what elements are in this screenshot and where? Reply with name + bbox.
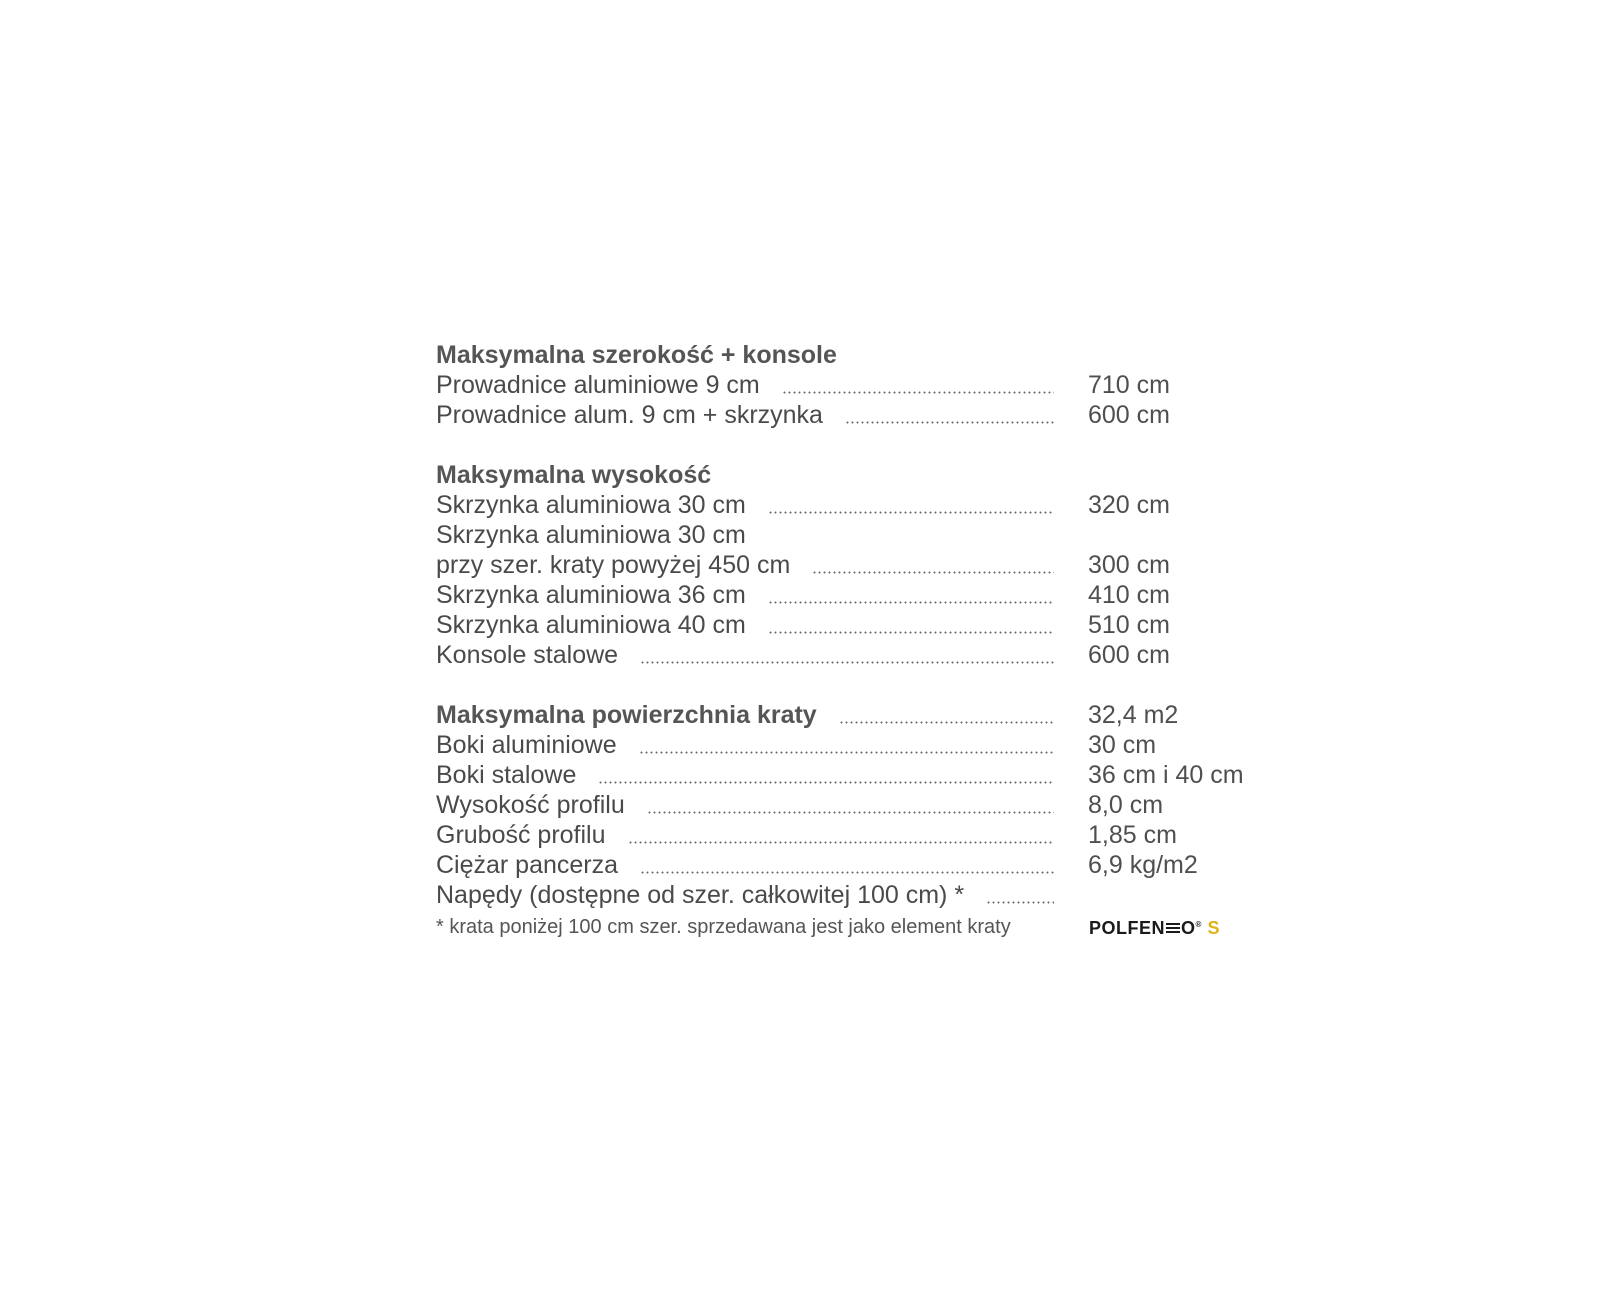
spec-value: 510 cm bbox=[1088, 611, 1170, 639]
spec-row bbox=[436, 760, 1244, 790]
spec-row bbox=[436, 550, 1216, 580]
dot-leader bbox=[768, 601, 1054, 604]
spec-label: przy szer. kraty powyżej 450 cm bbox=[436, 551, 791, 579]
spec-value: 6,9 kg/m2 bbox=[1088, 851, 1198, 879]
spec-row bbox=[436, 610, 1216, 640]
spec-value: 36 cm i 40 cm bbox=[1088, 761, 1244, 789]
dot-leader bbox=[986, 901, 1054, 904]
spec-label: Konsole stalowe bbox=[436, 641, 619, 669]
spec-value: 32,4 m2 bbox=[1088, 701, 1179, 729]
spec-row bbox=[436, 880, 1216, 910]
spec-label: Grubość profilu bbox=[436, 821, 606, 849]
spec-label: Prowadnice aluminiowe 9 cm bbox=[436, 371, 760, 399]
dot-leader bbox=[628, 841, 1054, 844]
spec-label: Skrzynka aluminiowa 30 cm bbox=[436, 521, 746, 549]
section-heading: Maksymalna szerokość + konsole bbox=[436, 341, 837, 369]
spec-row bbox=[436, 640, 1216, 670]
spec-row bbox=[436, 490, 1216, 520]
spec-row bbox=[436, 730, 1216, 760]
logo-accent: S bbox=[1207, 918, 1220, 938]
spec-row bbox=[436, 850, 1216, 880]
spec-label: Boki aluminiowe bbox=[436, 731, 617, 759]
section-heading: Maksymalna wysokość bbox=[436, 461, 712, 489]
dot-leader bbox=[839, 721, 1054, 724]
dot-leader bbox=[640, 661, 1054, 664]
brand-logo bbox=[1089, 918, 1220, 939]
dot-leader bbox=[768, 631, 1054, 634]
spec-value: 410 cm bbox=[1088, 581, 1170, 609]
spec-value: 320 cm bbox=[1088, 491, 1170, 519]
registered-mark: ® bbox=[1195, 920, 1202, 929]
dot-leader bbox=[639, 751, 1054, 754]
spec-value: 8,0 cm bbox=[1088, 791, 1164, 819]
spec-value: 600 cm bbox=[1088, 641, 1170, 669]
spec-row bbox=[436, 820, 1216, 850]
dot-leader bbox=[640, 871, 1054, 874]
spec-value: 600 cm bbox=[1088, 401, 1170, 429]
section-max-width bbox=[436, 340, 1216, 430]
spec-row bbox=[436, 580, 1216, 610]
spec-label: Ciężar pancerza bbox=[436, 851, 619, 879]
spec-label: Skrzynka aluminiowa 40 cm bbox=[436, 611, 746, 639]
spec-row bbox=[436, 700, 1216, 730]
spec-row bbox=[436, 370, 1216, 400]
spec-label: Boki stalowe bbox=[436, 761, 577, 789]
footer-row bbox=[436, 910, 1220, 946]
spec-value: 300 cm bbox=[1088, 551, 1170, 579]
spec-row bbox=[436, 520, 1216, 550]
spec-row bbox=[436, 400, 1216, 430]
dot-leader bbox=[647, 811, 1054, 814]
dot-leader bbox=[812, 571, 1054, 574]
dot-leader bbox=[598, 781, 1054, 784]
dot-leader bbox=[768, 511, 1054, 514]
spec-label: Wysokość profilu bbox=[436, 791, 625, 819]
spec-label: Napędy (dostępne od szer. całkowitej 100 cm) * bbox=[436, 881, 965, 909]
section-max-height bbox=[436, 460, 1216, 670]
section-grate-params bbox=[436, 700, 1244, 946]
logo-text: POLFEN bbox=[1089, 918, 1166, 938]
spec-value: 710 cm bbox=[1088, 371, 1170, 399]
spec-value: 1,85 cm bbox=[1088, 821, 1177, 849]
spec-label: Prowadnice alum. 9 cm + skrzynka bbox=[436, 401, 823, 429]
spec-label: Skrzynka aluminiowa 30 cm bbox=[436, 491, 746, 519]
logo-lines-icon bbox=[1166, 923, 1180, 935]
logo-text: O bbox=[1181, 918, 1196, 938]
spec-label: Skrzynka aluminiowa 36 cm bbox=[436, 581, 746, 609]
dot-leader bbox=[782, 391, 1054, 394]
spec-value: 30 cm bbox=[1088, 731, 1157, 759]
spec-table bbox=[436, 340, 1244, 960]
dot-leader bbox=[845, 421, 1054, 424]
footnote: * krata poniżej 100 cm szer. sprzedawana jest jako element kraty bbox=[436, 916, 1011, 938]
spec-label: Maksymalna powierzchnia kraty bbox=[436, 701, 817, 729]
spec-row bbox=[436, 790, 1216, 820]
